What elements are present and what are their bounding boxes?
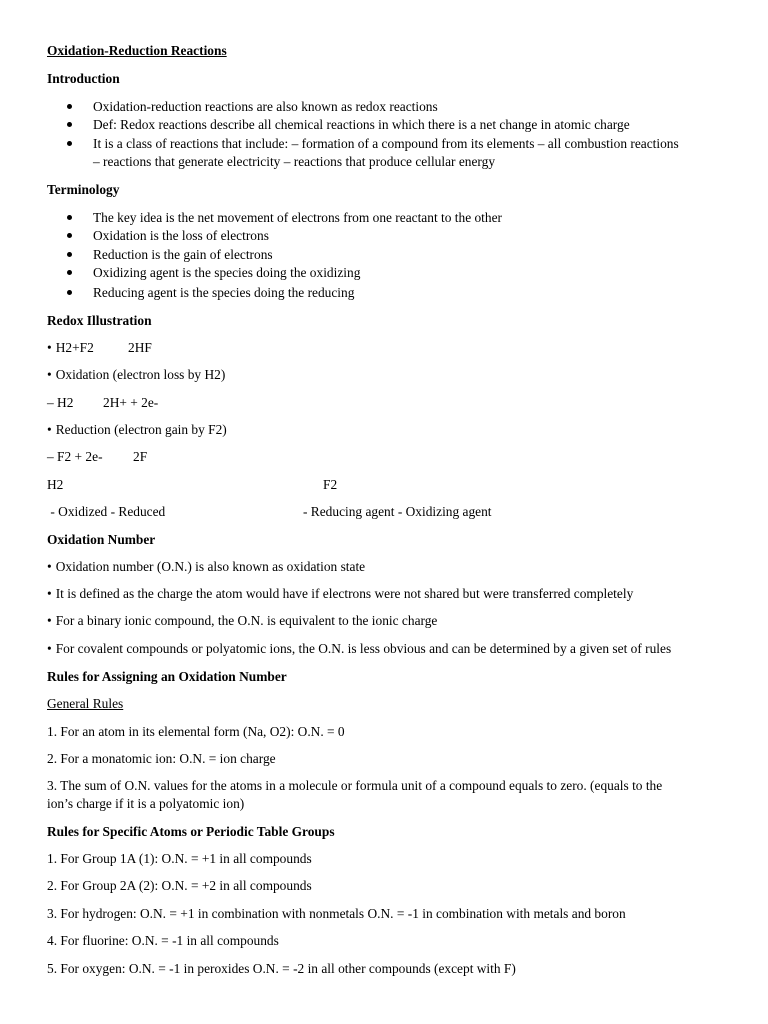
bullet-icon: [67, 270, 72, 275]
document-page: Oxidation-Reduction Reactions Introduction Oxidation-reduction reactions are also known as redox reactions Def: Redox reactions describe all chemical reactions in which there is a net change in atomic charge It is a class of reactions that include: – formation of a compound from its elements – all combustion reactions – reactions that generate electricity – reactions that produce cellular energy Terminology The key idea is the net movement of electrons from one reactant to the other Oxidation is the loss of electrons Reduction is the gain of electrons Oxidizing agent is the species doing the oxidizing Reducing agent is the species doing the reducing Redox Illustration • H2+F2 2HF • Oxidation (electron loss by H2) – H2 2H+ + 2e- • Reduction (electron gain by F2) – F2 + 2e- 2F H2 F2 - Oxidized - Reduced - Reducing agent - Oxidizing agent Oxidation Number • Oxidation number (O.N.) is also known as oxidation state • It is defined as the charge the atom would have if electrons were not shared but were transferred completely • For a binary ionic compound, the O.N. is equivalent to the ionic charge • For covalent compounds or polyatomic ions, the O.N. is less obvious and can be determined by a given set of rules Rules for Assigning an Oxidation Number General Rules 1. For an atom in its elemental form (Na, O2): O.N. = 0 2. For a monatomic ion: O.N. = ion charge 3. The sum of O.N. values for the atoms in a molecule or formula unit of a compound equals to zero. (equals to the ion’s charge if it is a polyatomic ion) Rules for Specific Atoms or Periodic Table Groups 1. For Group 1A (1): O.N. = +1 in all compounds 2. For Group 2A (2): O.N. = +2 in all compounds 3. For hydrogen: O.N. = +1 in combination with nonmetals O.N. = -1 in combination with metals and boron 4. For fluorine: O.N. = -1 in all compounds 5. For oxygen: O.N. = -1 in peroxides O.N. = -2 in all other compounds (except with F): [0, 0, 768, 1024]
oxidation-number-item-3: • For a binary ionic compound, the O.N. is equivalent to the ionic charge: [47, 612, 437, 629]
bullet-icon: [67, 290, 72, 295]
f2-roles: - Reducing agent - Oxidizing agent: [303, 504, 492, 519]
redox-heading: Redox Illustration: [47, 313, 152, 328]
document-title: Oxidation-Reduction Reactions: [47, 43, 227, 58]
oxidation-number-heading: Oxidation Number: [47, 532, 156, 547]
reduction-equation: – F2 + 2e-: [47, 449, 103, 464]
bullet-icon: [67, 122, 72, 127]
oxidation-number-item-4: • For covalent compounds or polyatomic ions, the O.N. is less obvious and can be determined by a given set of rules: [47, 640, 671, 657]
h2-label: H2: [47, 477, 64, 492]
oxidation-number-item-1: • Oxidation number (O.N.) is also known as oxidation state: [47, 558, 365, 575]
oxidation-number-item-2: • It is defined as the charge the atom would have if electrons were not shared but were transferred completely: [47, 585, 633, 602]
bullet-icon: [67, 215, 72, 220]
specific-rules-heading: Rules for Specific Atoms or Periodic Table Groups: [47, 824, 335, 839]
bullet-icon: [67, 233, 72, 238]
specific-rule-5: 5. For oxygen: O.N. = -1 in peroxides O.N. = -2 in all other compounds (except with F): [47, 961, 516, 976]
bullet-icon: [67, 252, 72, 257]
intro-heading: Introduction: [47, 71, 120, 86]
oxidation-equation: – H2: [47, 395, 74, 410]
general-rule-1: 1. For an atom in its elemental form (Na, O2): O.N. = 0: [47, 724, 345, 739]
specific-rule-1: 1. For Group 1A (1): O.N. = +1 in all compounds: [47, 851, 312, 866]
bullet-icon: [67, 104, 72, 109]
specific-rule-2: 2. For Group 2A (2): O.N. = +2 in all compounds: [47, 878, 312, 893]
specific-rule-3: 3. For hydrogen: O.N. = +1 in combination with nonmetals O.N. = -1 in combination with metals and boron: [47, 906, 626, 921]
general-rule-3-continuation: ion’s charge if it is a polyatomic ion): [47, 796, 245, 811]
f2-label: F2: [323, 477, 338, 492]
general-rule-3: 3. The sum of O.N. values for the atoms in a molecule or formula unit of a compound equals to zero. (equals to the: [47, 778, 663, 793]
reduction-equation-product: 2F: [133, 449, 148, 464]
specific-rule-4: 4. For fluorine: O.N. = -1 in all compounds: [47, 933, 279, 948]
redox-equation: • H2+F2: [47, 339, 94, 356]
bullet-icon: [67, 141, 72, 146]
redox-equation-product: 2HF: [128, 340, 152, 355]
terminology-heading: Terminology: [47, 182, 120, 197]
reduction-label: • Reduction (electron gain by F2): [47, 421, 227, 438]
oxidation-label: • Oxidation (electron loss by H2): [47, 366, 225, 383]
rules-heading: Rules for Assigning an Oxidation Number: [47, 669, 287, 684]
oxidation-equation-product: 2H+ + 2e-: [103, 395, 159, 410]
general-rule-2: 2. For a monatomic ion: O.N. = ion charge: [47, 751, 276, 766]
general-rules-heading: General Rules: [47, 696, 124, 711]
h2-roles: - Oxidized - Reduced: [47, 504, 166, 519]
